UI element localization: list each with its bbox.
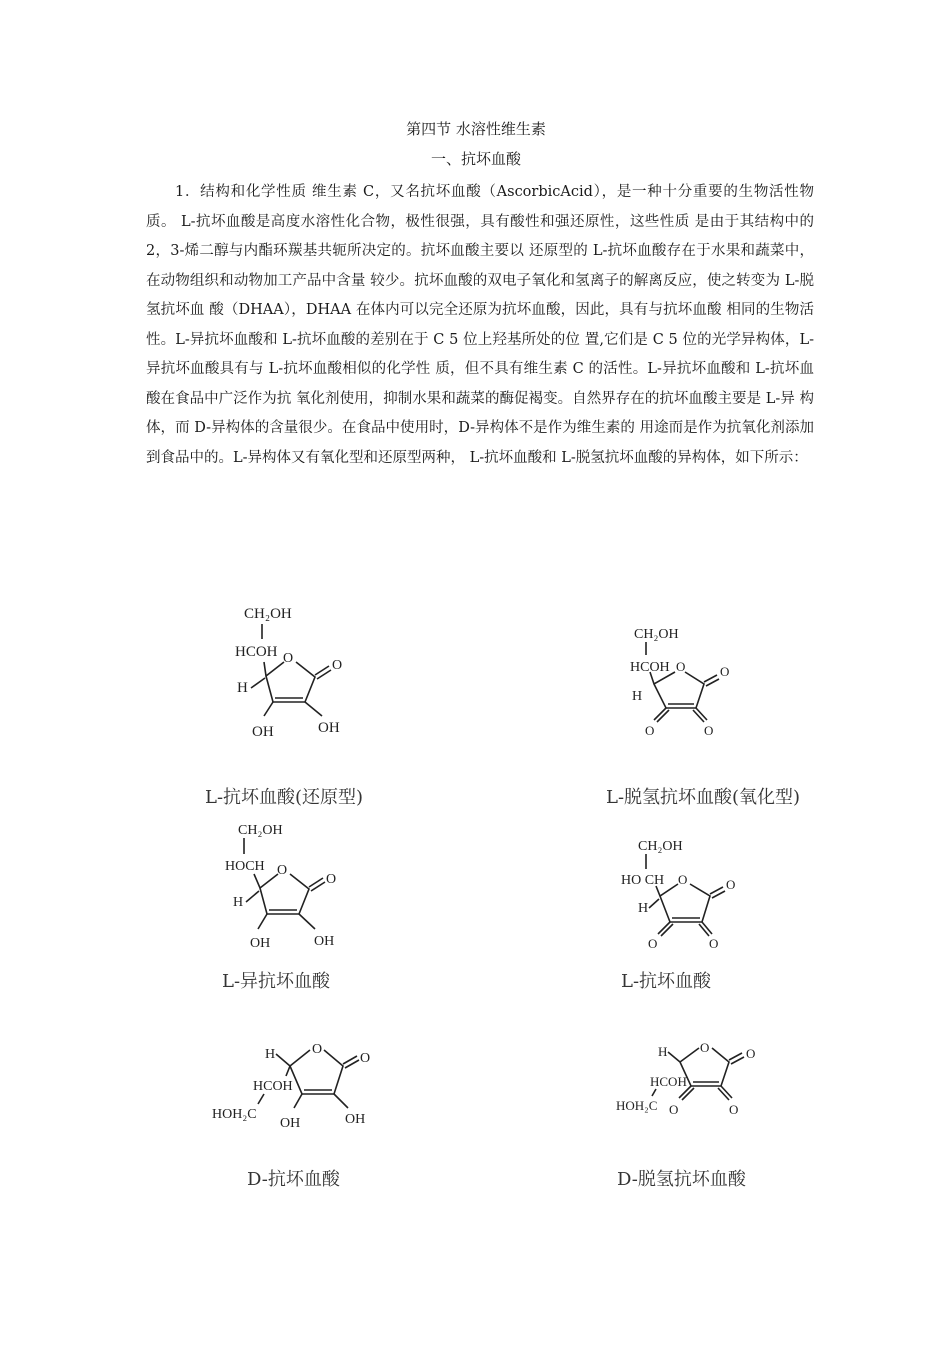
atom-h: H bbox=[265, 1047, 276, 1062]
atom-hcoh: HCOH bbox=[235, 644, 278, 660]
atom-oh-2: OH bbox=[252, 724, 274, 740]
atom-o-3: O bbox=[704, 723, 714, 738]
structure-l-ascorbic-reduced bbox=[228, 598, 358, 748]
atom-o-carbonyl: O bbox=[332, 658, 343, 673]
atom-oh-2: OH bbox=[250, 936, 271, 951]
atom-hcoh: HCOH bbox=[650, 1074, 687, 1089]
atom-h: H bbox=[233, 895, 244, 910]
atom-hoh2c: HOH₂C bbox=[212, 1107, 257, 1122]
structure-d-dehydro bbox=[616, 1036, 761, 1126]
atom-ho-ch: HO CH bbox=[621, 873, 665, 888]
atom-o-carbonyl: O bbox=[746, 1046, 756, 1061]
structure-l-isoascorbic bbox=[222, 816, 352, 956]
caption-d-dehydro: D-脱氢抗坏血酸 bbox=[617, 1169, 746, 1190]
caption-d-ascorbic: D-抗坏血酸 bbox=[247, 1169, 340, 1190]
structure-l-dehydro-oxidized bbox=[628, 620, 738, 745]
atom-o-carbonyl: O bbox=[326, 872, 337, 887]
atom-o-2: O bbox=[669, 1102, 679, 1117]
section-title: 第四节 水溶性维生素 bbox=[406, 120, 546, 138]
structure-d-ascorbic bbox=[212, 1036, 377, 1136]
caption-l-ascorbic-reduced: L-抗坏血酸(还原型) bbox=[205, 787, 364, 808]
atom-o-carbonyl: O bbox=[726, 877, 736, 892]
paragraph-text: 1．结构和化学性质 维生素 C，又名抗坏血酸（AscorbicAcid），是一种十分重要的生物活性物质。 L-抗坏血酸是高度水溶性化合物，极性很强，具有酸性和强还原性，这些性质 是由于其结构中的 2，3-烯二醇与内酯环羰基共轭所决定的。抗坏血酸主要以 还原型的 L-抗坏血酸存在于水果和蔬菜中，在动物组织和动物加工产品中含量 较少。抗坏血酸的双电子氧化和氢离子的解离反应，使之转变为 L-脱氢抗坏血 酸（DHAA），DHAA 在体内可以完全还原为抗坏血酸，因此，具有与抗坏血酸 相同的生物活性。L-异抗坏血酸和 L-抗坏血酸的差别在于 C 5 位上羟基所处的位 置,它们是 C 5 位的光学异构体，L-异抗坏血酸具有与 L-抗坏血酸相似的化学性 质，但不具有维生素 C 的活性。L-异抗坏血酸和 L-抗坏血酸在食品中广泛作为抗 氧化剂使用，抑制水果和蔬菜的酶促褐变。自然界存在的抗坏血酸主要是 L-异 构体，而 D-异构体的含量很少。在食品中使用时，D-异构体不是作为维生素的 用途而是作为抗氧化剂添加到食品中的。L-异构体又有氧化型和还原型两种， L-抗坏血酸和 L-脱氢抗坏血酸的异构体，如下所示： bbox=[146, 184, 814, 466]
atom-o-carbonyl: O bbox=[360, 1051, 371, 1066]
caption-l-ascorbic: L-抗坏血酸 bbox=[621, 971, 712, 992]
atom-o-2: O bbox=[648, 936, 658, 951]
atom-h: H bbox=[237, 680, 248, 696]
atom-ch2oh: CH₂OH bbox=[244, 606, 292, 622]
atom-o-2: O bbox=[645, 723, 655, 738]
structure-l-ascorbic bbox=[620, 832, 740, 957]
atom-o-carbonyl: O bbox=[720, 664, 730, 679]
atom-oh-3: OH bbox=[345, 1112, 366, 1127]
atom-o-ring: O bbox=[277, 863, 288, 878]
atom-h: H bbox=[658, 1044, 668, 1059]
subsection-title: 一、抗坏血酸 bbox=[430, 150, 521, 168]
atom-oh-2: OH bbox=[280, 1116, 301, 1131]
atom-oh-3: OH bbox=[314, 934, 335, 949]
atom-o-ring: O bbox=[678, 872, 688, 887]
caption-l-dehydro-oxidized: L-脱氢抗坏血酸(氧化型) bbox=[606, 787, 801, 808]
atom-o-ring: O bbox=[312, 1042, 323, 1057]
atom-ch2oh: CH₂OH bbox=[634, 627, 679, 642]
atom-o-3: O bbox=[709, 936, 719, 951]
atom-hoh2c: HOH₂C bbox=[616, 1098, 658, 1113]
atom-o-ring: O bbox=[283, 651, 294, 666]
atom-h: H bbox=[632, 689, 643, 704]
body-paragraph bbox=[146, 178, 814, 473]
atom-hcoh: HCOH bbox=[253, 1079, 293, 1094]
atom-ch2oh: CH₂OH bbox=[238, 823, 283, 838]
caption-l-isoascorbic: L-异抗坏血酸 bbox=[222, 971, 331, 992]
atom-hcoh: HCOH bbox=[630, 660, 670, 675]
atom-o-ring: O bbox=[700, 1040, 710, 1055]
atom-o-ring: O bbox=[676, 659, 686, 674]
atom-hoch: HOCH bbox=[225, 859, 265, 874]
atom-ch2oh: CH₂OH bbox=[638, 839, 683, 854]
atom-oh-3: OH bbox=[318, 720, 340, 736]
atom-h: H bbox=[638, 901, 649, 916]
atom-o-3: O bbox=[729, 1102, 739, 1117]
